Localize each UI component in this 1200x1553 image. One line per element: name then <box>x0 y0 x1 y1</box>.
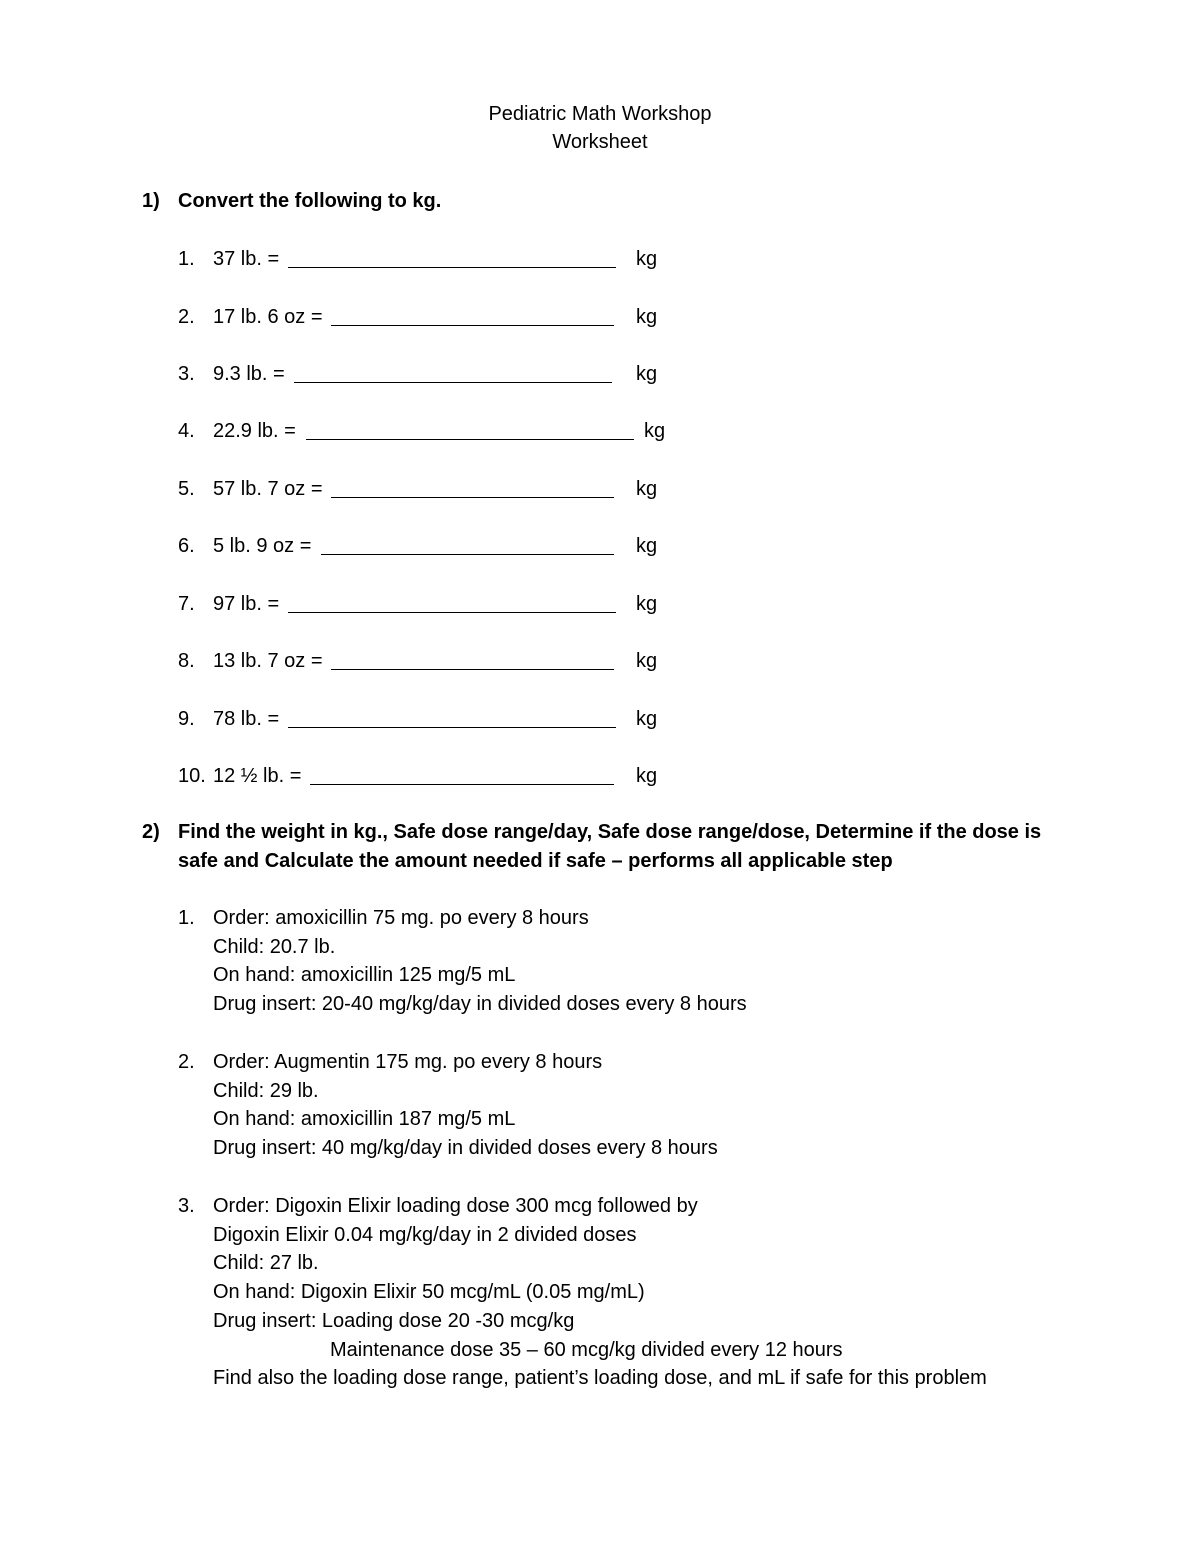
page-subtitle: Worksheet <box>552 131 648 153</box>
order-line-continued: Digoxin Elixir 0.04 mg/kg/day in 2 divided doses <box>213 1223 637 1246</box>
item-problem: 78 lb. = <box>213 708 280 730</box>
item-problem: 22.9 lb. = <box>213 420 296 442</box>
unit-label: kg <box>636 535 658 557</box>
answer-blank[interactable] <box>310 762 614 785</box>
page-title: Pediatric Math Workshop <box>488 103 712 125</box>
problem-number: 3. <box>178 1195 195 1217</box>
unit-label: kg <box>636 765 658 787</box>
drug-insert-line: Drug insert: Loading dose 20 -30 mcg/kg <box>213 1309 575 1332</box>
section-2-text: Find the weight in kg., Safe dose range/day, Safe dose range/dose, Determine if the dose is safe and Calculate the amount needed if safe – performs all applicable step <box>178 821 1042 872</box>
item-problem: 37 lb. = <box>213 248 280 270</box>
unit-label: kg <box>636 478 658 500</box>
unit-label: kg <box>636 593 658 615</box>
on-hand-line: On hand: Digoxin Elixir 50 mcg/mL (0.05 mg/mL) <box>213 1281 645 1304</box>
problem-number: 2. <box>178 1051 195 1073</box>
order-line: Order: amoxicillin 75 mg. po every 8 hours <box>213 907 589 929</box>
answer-blank[interactable] <box>331 303 614 326</box>
answer-blank[interactable] <box>331 475 614 498</box>
instruction-line: Find also the loading dose range, patient’s loading dose, and mL if safe for this problem <box>213 1367 987 1390</box>
section-1-text: Convert the following to kg. <box>178 190 442 212</box>
child-weight-line: Child: 20.7 lb. <box>213 935 336 958</box>
drug-insert-line: Drug insert: 20-40 mg/kg/day in divided doses every 8 hours <box>213 993 747 1016</box>
item-number: 6. <box>178 535 195 557</box>
item-number: 3. <box>178 363 195 385</box>
answer-blank[interactable] <box>288 705 616 728</box>
item-number: 1. <box>178 248 195 270</box>
answer-blank[interactable] <box>288 590 616 613</box>
item-number: 8. <box>178 650 195 672</box>
order-line: Order: Augmentin 175 mg. po every 8 hours <box>213 1051 603 1073</box>
item-number: 4. <box>178 420 195 442</box>
on-hand-line: On hand: amoxicillin 125 mg/5 mL <box>213 964 516 987</box>
item-number: 5. <box>178 478 195 500</box>
answer-blank[interactable] <box>294 360 612 383</box>
section-1-number: 1) <box>142 190 160 212</box>
item-problem: 9.3 lb. = <box>213 363 285 385</box>
title-block <box>0 100 1200 156</box>
answer-blank[interactable] <box>288 245 616 268</box>
item-problem: 13 lb. 7 oz = <box>213 650 323 672</box>
item-problem: 57 lb. 7 oz = <box>213 478 323 500</box>
unit-label: kg <box>636 248 658 270</box>
unit-label: kg <box>636 363 658 385</box>
item-number: 9. <box>178 708 195 730</box>
answer-blank[interactable] <box>321 532 614 555</box>
answer-blank[interactable] <box>331 647 614 670</box>
unit-label: kg <box>636 708 658 730</box>
item-number: 10. <box>178 765 206 787</box>
unit-label: kg <box>636 650 658 672</box>
on-hand-line: On hand: amoxicillin 187 mg/5 mL <box>213 1108 516 1131</box>
child-weight-line: Child: 27 lb. <box>213 1252 319 1275</box>
item-problem: 97 lb. = <box>213 593 280 615</box>
section-2-number: 2) <box>142 821 160 843</box>
maintenance-dose-line: Maintenance dose 35 – 60 mcg/kg divided every 12 hours <box>330 1338 843 1361</box>
unit-label: kg <box>636 306 658 328</box>
answer-blank[interactable] <box>306 417 634 440</box>
item-problem: 17 lb. 6 oz = <box>213 306 323 328</box>
item-number: 7. <box>178 593 195 615</box>
item-problem: 12 ½ lb. = <box>213 765 302 787</box>
unit-label: kg <box>644 420 666 442</box>
problem-number: 1. <box>178 907 195 929</box>
item-number: 2. <box>178 306 195 328</box>
child-weight-line: Child: 29 lb. <box>213 1079 319 1102</box>
item-problem: 5 lb. 9 oz = <box>213 535 312 557</box>
drug-insert-line: Drug insert: 40 mg/kg/day in divided doses every 8 hours <box>213 1137 718 1160</box>
order-line: Order: Digoxin Elixir loading dose 300 mcg followed by <box>213 1195 698 1217</box>
